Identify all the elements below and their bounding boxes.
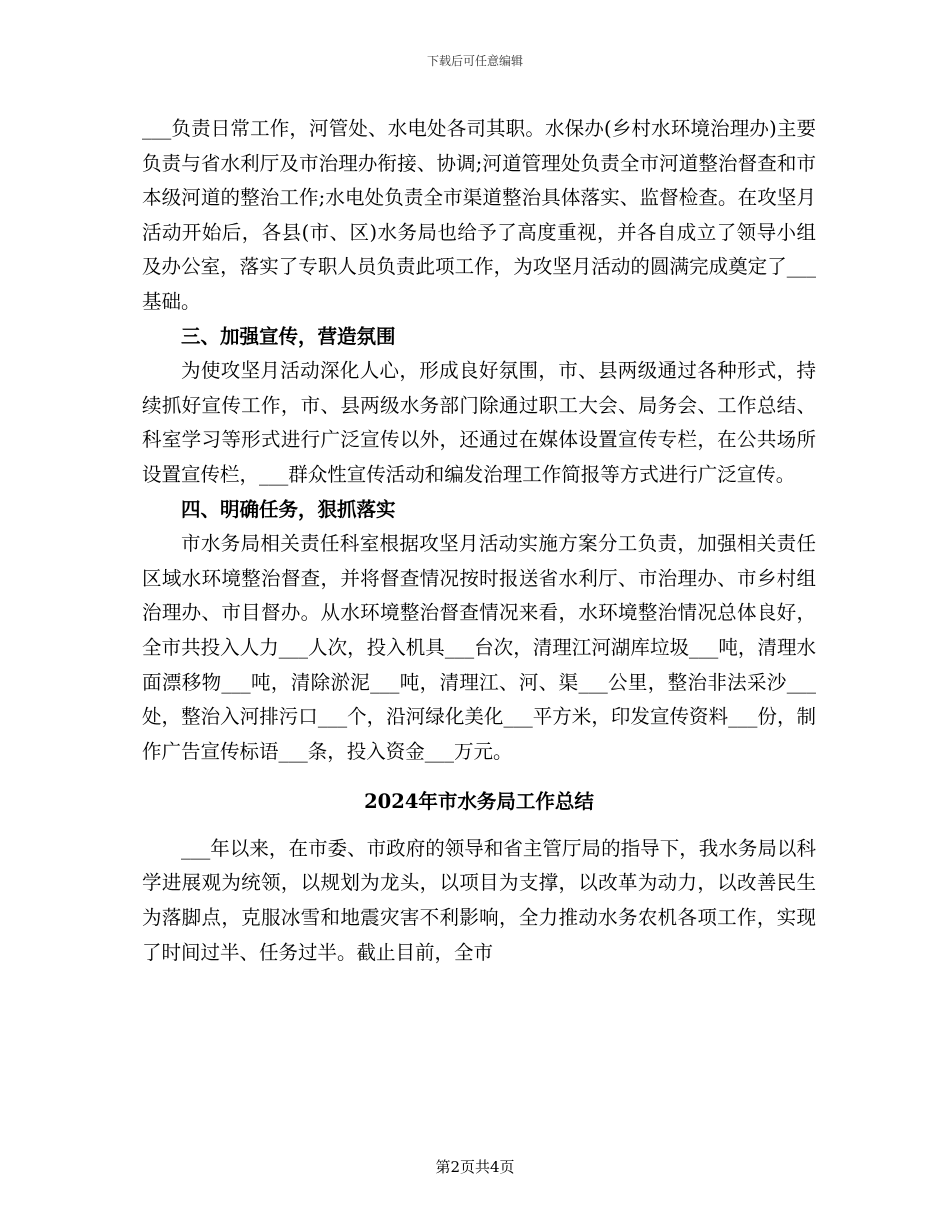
page-footer: 第2页共4页 [435,1158,515,1176]
document-body [142,112,816,970]
paragraph-responsibilities: ___负责日常工作，河管处、水电处各司其职。水保办(乡村水环境治理办)主要负责与省水利厅及市治理办衔接、协调;河道管理处负责全市河道整治督查和市本级河道的整治工作;水电处负责全市渠道整治具体落实、监督检查。在攻坚月活动开始后，各县(市、区)水务局也给予了高度重视，并各自成立了领导小组及办公室，落实了专职人员负责此项工作，为攻坚月活动的圆满完成奠定了___基础。 [142,117,816,313]
page-header: 下载后可任意编辑 [426,54,523,68]
paragraph-tasks: 市水务局相关责任科室根据攻坚月活动实施方案分工负责，加强相关责任区域水环境整治督查，并将督查情况按时报送省水利厅、市治理办、市乡村组治理办、市目督办。从水环境整治督查情况来看，水环境整治情况总体良好，全市共投入人力___人次，投入机具___台次，清理江河湖库垃圾___吨，清理水面漂移物___吨，清除淤泥___吨，清理江、河、渠___公里，整治非法采沙___处，整治入河排污口___个，沿河绿化美化___平方米，印发宣传资料___份，制作广告宣传标语___条，投入资金___万元。 [142,532,816,763]
document-title: 2024年市水务局工作总结 [364,790,594,814]
paragraph-summary-intro: ___年以来，在市委、市政府的领导和省主管厅局的指导下，我水务局以科学进展观为统领，以规划为龙头，以项目为支撑，以改革为动力，以改善民生为落脚点，克服冰雪和地震灾害不利影响，全力推动水务农机各项工作，实现了时间过半、任务过半。截止目前，全市 [142,836,816,964]
section-heading-tasks: 四、明确任务，狠抓落实 [181,497,396,521]
section-heading-publicity: 三、加强宣传，营造氛围 [181,324,396,348]
paragraph-publicity: 为使攻坚月活动深化人心，形成良好氛围，市、县两级通过各种形式，持续抓好宣传工作，市、县两级水务部门除通过职工大会、局务会、工作总结、科室学习等形式进行广泛宣传以外，还通过在媒体设置宣传专栏，在公共场所设置宣传栏，___群众性宣传活动和编发治理工作简报等方式进行广泛宣传。 [142,359,816,486]
